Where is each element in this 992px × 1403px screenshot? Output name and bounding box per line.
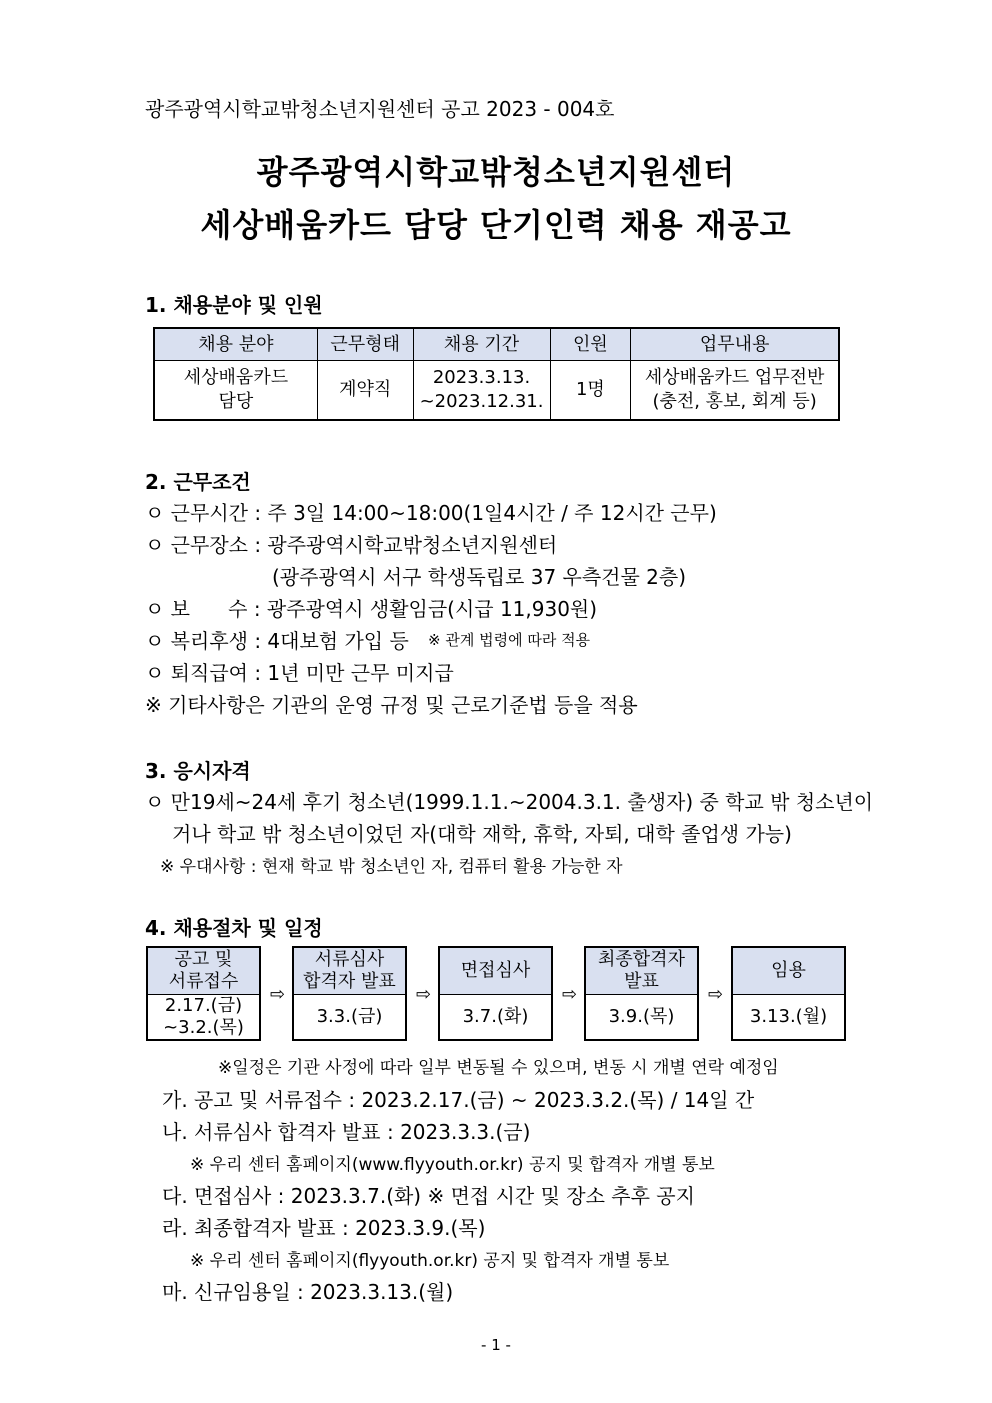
section2-heading: 2. 근무조건 (145, 470, 251, 494)
step-announce-head-l2: 서류접수 (168, 971, 239, 992)
step-final-head (586, 948, 697, 995)
arrow-icon: ⇨ (562, 984, 578, 1005)
section3-heading: 3. 응시자격 (145, 759, 251, 783)
severance: ㅇ 퇴직급여 : 1년 미만 근무 미지급 (145, 661, 454, 685)
col-header-count: 인원 (550, 328, 631, 361)
work-hours: ㅇ 근무시간 : 주 3일 14:00~18:00(1일4시간 / 주 12시간 근무) (145, 501, 717, 525)
step-appoint-head: 임용 (733, 948, 844, 995)
page-title-line2: 세상배움카드 담당 단기인력 채용 재공고 (200, 206, 792, 244)
cell-field-line2: 담당 (218, 391, 254, 412)
arrow-icon: ⇨ (708, 984, 724, 1005)
page-number: - 1 - (481, 1336, 511, 1354)
step-interview (438, 946, 553, 1041)
notice-number: 광주광역시학교밖청소년지원센터 공고 2023 - 004호 (145, 97, 615, 121)
benefits: ㅇ 복리후생 : 4대보험 가입 등 (145, 629, 409, 653)
work-place-address: (광주광역시 서구 학생독립로 37 우측건물 2층) (272, 565, 687, 589)
table-header-row (154, 328, 839, 361)
step-appoint (731, 946, 846, 1041)
cell-count: 1명 (550, 361, 631, 421)
step-final-head-l2: 발표 (624, 971, 659, 992)
cell-field (154, 361, 317, 421)
schedule-e: 마. 신규임용일 : 2023.3.13.(월) (162, 1280, 454, 1304)
arrow-icon: ⇨ (416, 984, 432, 1005)
col-header-type: 근무형태 (317, 328, 413, 361)
work-place: ㅇ 근무장소 : 광주광역시학교밖청소년지원센터 (145, 533, 558, 557)
step-final-date: 3.9.(목) (608, 1006, 675, 1027)
schedule-b: 나. 서류심사 합격자 발표 : 2023.3.3.(금) (162, 1120, 531, 1144)
schedule-note: ※일정은 기관 사정에 따라 일부 변동될 수 있으며, 변동 시 개별 연락 예정임 (218, 1058, 779, 1078)
page-title-line1: 광주광역시학교밖청소년지원센터 (256, 153, 736, 191)
eligibility-line2: 거나 학교 밖 청소년이었던 자(대학 재학, 휴학, 자퇴, 대학 졸업생 가능) (172, 822, 792, 846)
cell-duty-line2: (충전, 홍보, 회계 등) (652, 391, 817, 412)
salary: ㅇ 보 수 : 광주광역시 생활임금(시급 11,930원) (145, 597, 598, 621)
step-announce (146, 946, 261, 1041)
step-appoint-date: 3.13.(월) (749, 1006, 828, 1027)
table-row (154, 361, 839, 421)
benefits-note: ※ 관계 법령에 따라 적용 (428, 631, 591, 649)
section1-heading: 1. 채용분야 및 인원 (145, 293, 323, 317)
cell-period-line1: 2023.3.13. (432, 367, 531, 388)
step-announce-head (148, 948, 259, 995)
eligibility-line1: ㅇ 만19세~24세 후기 청소년(1999.1.1.~2004.3.1. 출생자) 중 학교 밖 청소년이 (145, 790, 874, 814)
cell-duty (631, 361, 839, 421)
step-interview-head: 면접심사 (440, 948, 551, 995)
col-header-period: 채용 기간 (413, 328, 550, 361)
col-header-duty: 업무내용 (631, 328, 839, 361)
step-final-head-l1: 최종합격자 (598, 949, 685, 970)
section4-heading: 4. 채용절차 및 일정 (145, 916, 323, 940)
cell-type: 계약직 (317, 361, 413, 421)
schedule-c: 다. 면접심사 : 2023.3.7.(화) ※ 면접 시간 및 장소 추후 공지 (162, 1184, 695, 1208)
step-document-head-l2: 합격자 발표 (303, 971, 396, 992)
schedule-a: 가. 공고 및 서류접수 : 2023.2.17.(금) ~ 2023.3.2.(목) / 14일 간 (162, 1088, 755, 1112)
cell-period-line2: ~2023.12.31. (419, 391, 544, 412)
preference-note: ※ 우대사항 : 현재 학교 밖 청소년인 자, 컴퓨터 활용 가능한 자 (160, 857, 623, 877)
step-document-head (294, 948, 405, 995)
arrow-icon: ⇨ (270, 984, 286, 1005)
cell-field-line1: 세상배움카드 (183, 367, 289, 388)
step-document (292, 946, 407, 1041)
step-announce-date-l1: 2.17.(금) (164, 995, 243, 1016)
schedule-d: 라. 최종합격자 발표 : 2023.3.9.(목) (162, 1216, 486, 1240)
step-interview-date: 3.7.(화) (462, 1006, 529, 1027)
schedule-d-note: ※ 우리 센터 홈페이지(flyyouth.or.kr) 공지 및 합격자 개별 통보 (190, 1251, 670, 1271)
col-header-field: 채용 분야 (154, 328, 317, 361)
other-notes: ※ 기타사항은 기관의 운영 규정 및 근로기준법 등을 적용 (145, 693, 638, 717)
step-document-date: 3.3.(금) (316, 1006, 383, 1027)
step-document-head-l1: 서류심사 (314, 949, 385, 970)
step-final (584, 946, 699, 1041)
step-announce-date (148, 995, 259, 1039)
recruit-table (153, 327, 840, 421)
step-announce-head-l1: 공고 및 (174, 949, 233, 970)
cell-duty-line1: 세상배움카드 업무전반 (644, 367, 825, 388)
cell-period (413, 361, 550, 421)
schedule-b-note: ※ 우리 센터 홈페이지(www.flyyouth.or.kr) 공지 및 합격자 개별 통보 (190, 1155, 715, 1175)
step-announce-date-l2: ~3.2.(목) (163, 1017, 244, 1038)
